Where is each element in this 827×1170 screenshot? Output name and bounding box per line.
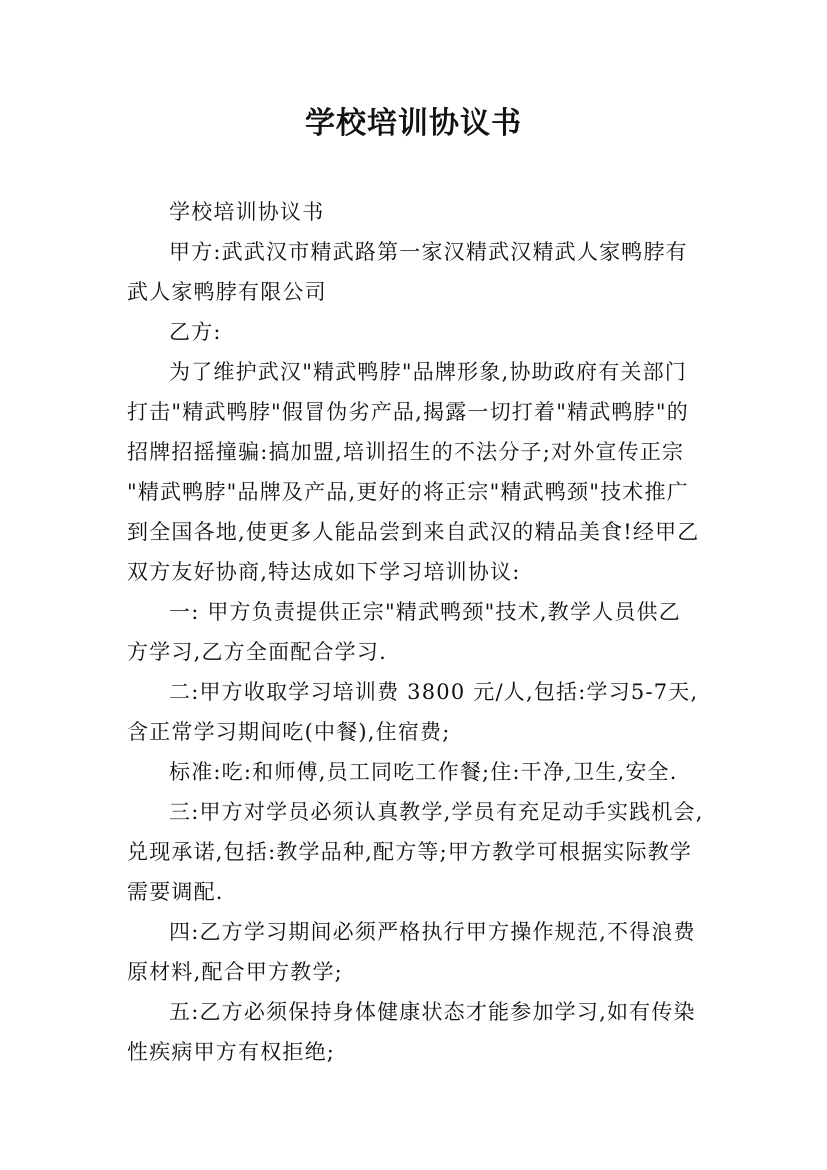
text-line: 打击"精武鸭脖"假冒伪劣产品,揭露一切打着"精武鸭脖"的 <box>127 400 689 424</box>
text-line: "精武鸭脖"品牌及产品,更好的将正宗"精武鸭颈"技术推广 <box>127 480 689 504</box>
text-line: 二:甲方收取学习培训费 3800 元/人,包括:学习5-7天, <box>169 680 699 704</box>
text-line: 标准:吃:和师傅,员工同吃工作餐;住:干净,卫生,安全. <box>169 760 678 784</box>
text-line: 三:甲方对学员必须认真教学,学员有充足动手实践机会, <box>169 800 704 824</box>
document-body <box>127 192 707 1072</box>
text-line: 四:乙方学习期间必须严格执行甲方操作规范,不得浪费 <box>169 920 696 944</box>
text-line: 兑现承诺,包括:教学品种,配方等;甲方教学可根据实际教学 <box>127 840 693 864</box>
text-line: 双方友好协商,特达成如下学习培训协议: <box>127 560 521 584</box>
text-line: 需要调配. <box>127 880 224 904</box>
document-title: 学校培训协议书 <box>305 106 522 141</box>
text-line: 五:乙方必须保持身体健康状态才能参加学习,如有传染 <box>169 1000 696 1024</box>
text-line: 到全国各地,使更多人能品尝到来自武汉的精品美食!经甲乙 <box>127 520 700 544</box>
text-line: 原材料,配合甲方教学; <box>127 960 343 984</box>
text-line: 招牌招摇撞骗:搞加盟,培训招生的不法分子;对外宣传正宗 <box>127 440 685 464</box>
text-line: 含正常学习期间吃(中餐),住宿费; <box>127 720 451 744</box>
text-line: 甲方:武武汉市精武路第一家汉精武汉精武人家鸭脖有 <box>169 240 688 264</box>
text-line: 武人家鸭脖有限公司 <box>127 280 327 304</box>
text-line: 一: 甲方负责提供正宗"精武鸭颈"技术,教学人员供乙 <box>169 600 681 624</box>
text-line: 乙方: <box>169 320 222 344</box>
text-line: 学校培训协议书 <box>169 200 325 224</box>
text-line: 性疾病甲方有权拒绝; <box>127 1040 336 1064</box>
text-line: 方学习,乙方全面配合学习. <box>127 640 387 664</box>
text-line: 为了维护武汉"精武鸭脖"品牌形象,协助政府有关部门 <box>169 360 687 384</box>
